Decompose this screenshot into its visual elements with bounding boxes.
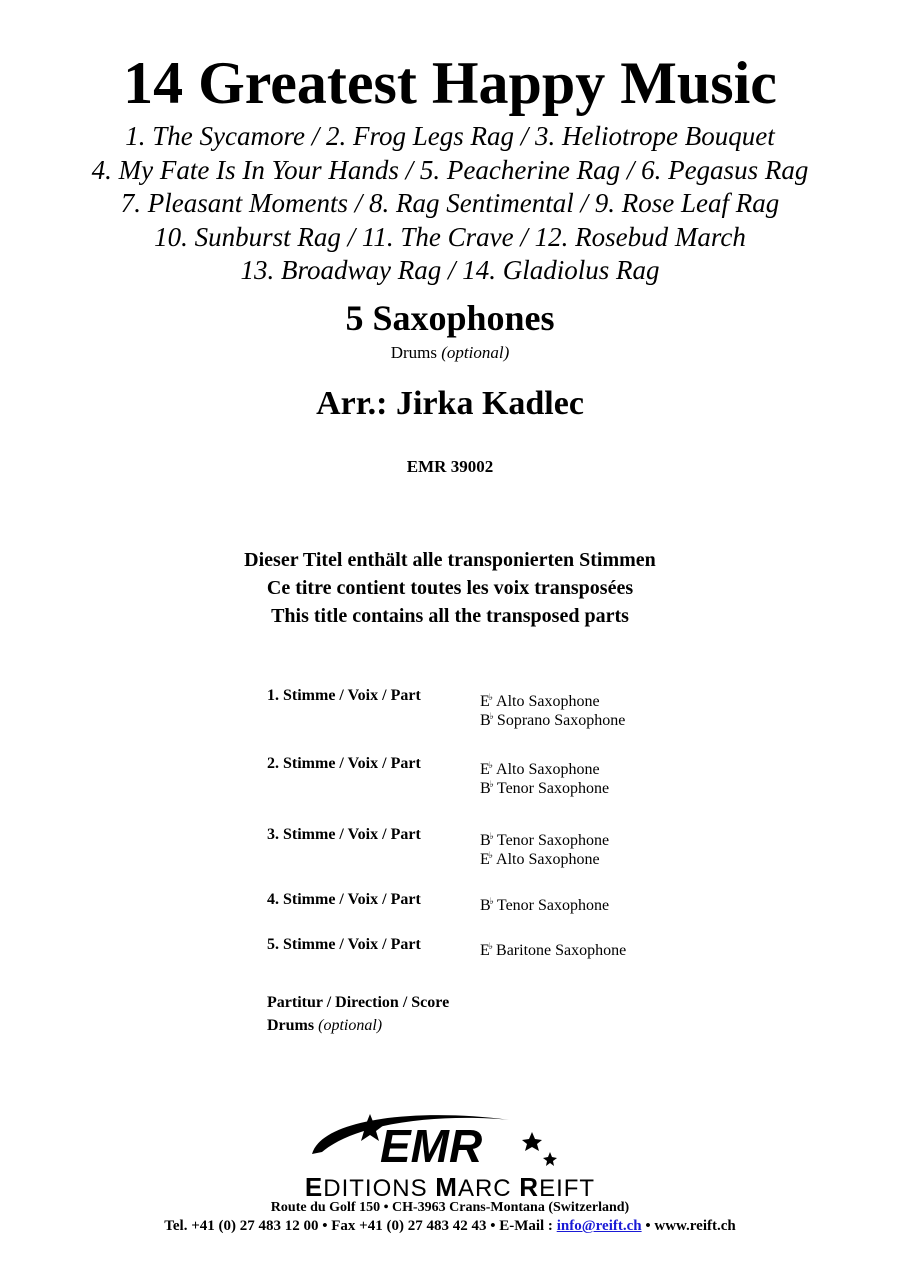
song-list-line: 4. My Fate Is In Your Hands / 5. Peacherine Rag / 6. Pegasus Rag [91,154,809,185]
ensemble-heading: 5 Saxophones [345,298,555,338]
notice-german: Dieser Titel enthält alle transponierten Stimmen [244,549,656,571]
part-5-label: 5. Stimme / Voix / Part [267,936,421,953]
part-1-instrument-1: E♭ Alto Saxophone [480,692,600,710]
part-3-instrument-1: B♭ Tenor Saxophone [480,831,610,849]
part-2-instrument-2: B♭ Tenor Saxophone [480,779,610,797]
emr-logo [300,1106,600,1176]
drums-optional-note: (optional) [441,343,510,362]
flat-sign: ♭ [489,896,494,906]
drums-line [267,1017,382,1035]
logo-star-small [522,1132,542,1151]
score-label: Partitur / Direction / Score [267,994,450,1011]
page-title: 14 Greatest Happy Music [123,50,777,116]
part-1-instrument-2: B♭ Soprano Saxophone [480,711,626,729]
part-4-label: 4. Stimme / Voix / Part [267,891,421,908]
part-3-label: 3. Stimme / Voix / Part [267,826,421,843]
song-list-line: 1. The Sycamore / 2. Frog Legs Rag / 3. Heliotrope Bouquet [125,121,775,151]
email-link[interactable]: info@reift.ch [556,1218,642,1234]
flat-sign: ♭ [488,850,494,860]
logo-text: EMR [380,1120,483,1172]
score-line [267,994,449,1012]
part-2-instrument-1: E♭ Alto Saxophone [480,760,600,778]
drums-part-optional: (optional) [318,1017,383,1034]
flat-sign: ♭ [489,711,494,721]
publisher-contact [0,1218,900,1235]
song-list-line: 13. Broadway Rag / 14. Gladiolus Rag [240,255,660,285]
flat-sign: ♭ [488,692,494,702]
flat-sign: ♭ [489,831,494,841]
contact-phone-fax: Tel. +41 (0) 27 483 12 00 • Fax +41 (0) 27 483 42 43 • E-Mail : [164,1218,557,1234]
part-3-instrument-2: E♭ Alto Saxophone [480,850,600,868]
song-list-line: 10. Sunburst Rag / 11. The Crave / 12. Rosebud March [154,221,746,252]
drums-part-label: Drums [267,1017,315,1034]
contact-website: • www.reift.ch [641,1218,736,1234]
arranger-line: Arr.: Jirka Kadlec [316,385,584,422]
logo-star-tiny [543,1152,557,1166]
publisher-name: EDITIONS MARC REIFT [304,1172,596,1202]
drums-label: Drums [390,343,438,362]
part-1-label: 1. Stimme / Voix / Part [267,687,421,704]
notice-english: This title contains all the transposed parts [271,605,629,627]
notice-french: Ce titre contient toutes les voix transposées [266,577,634,599]
flat-sign: ♭ [488,760,494,770]
catalog-number: EMR 39002 [406,457,494,476]
song-list-line: 7. Pleasant Moments / 8. Rag Sentimental / 9. Rose Leaf Rag [120,188,780,218]
part-2-label: 2. Stimme / Voix / Part [267,755,421,772]
publisher-address: Route du Golf 150 • CH-3963 Crans-Montana (Switzerland) [270,1200,630,1215]
flat-sign: ♭ [488,941,494,951]
part-4-instrument-1: B♭ Tenor Saxophone [480,896,610,914]
flat-sign: ♭ [489,779,494,789]
part-5-instrument-1: E♭ Baritone Saxophone [480,941,627,959]
